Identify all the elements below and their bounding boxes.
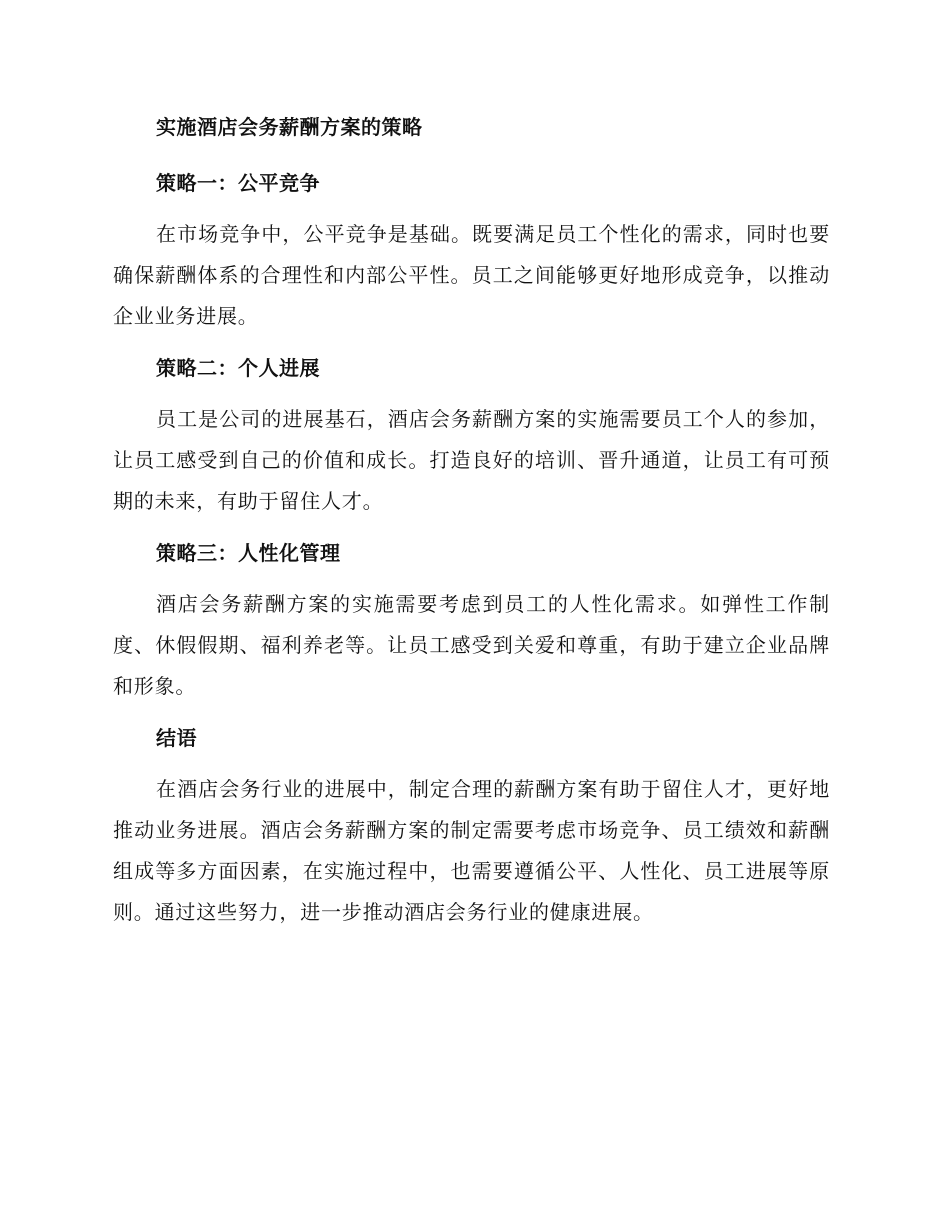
document-title: 实施酒店会务薪酬方案的策略: [156, 115, 423, 139]
section-heading-strategy-3: 策略三：人性化管理: [156, 541, 341, 565]
section-body-strategy-3: 酒店会务薪酬方案的实施需要考虑到员工的人性化需求。如弹性工作制度、休假假期、福利养老等。让员工感受到关爱和尊重，有助于建立企业品牌和形象。: [113, 592, 830, 698]
section-body-conclusion: 在酒店会务行业的进展中，制定合理的薪酬方案有助于留住人才，更好地推动业务进展。酒店会务薪酬方案的制定需要考虑市场竞争、员工绩效和薪酬组成等多方面因素，在实施过程中，也需要遵循公平、人性化、员工进展等原则。通过这些努力，进一步推动酒店会务行业的健康进展。: [113, 777, 830, 924]
section-heading-strategy-1: 策略一：公平竞争: [156, 171, 320, 195]
section-heading-conclusion: 结语: [156, 726, 197, 750]
section-heading-strategy-2: 策略二：个人进展: [156, 356, 320, 380]
section-body-strategy-1: 在市场竞争中，公平竞争是基础。既要满足员工个性化的需求，同时也要确保薪酬体系的合理性和内部公平性。员工之间能够更好地形成竞争，以推动企业业务进展。: [113, 222, 830, 328]
document-content: [113, 110, 830, 933]
section-body-strategy-2: 员工是公司的进展基石，酒店会务薪酬方案的实施需要员工个人的参加，让员工感受到自己的价值和成长。打造良好的培训、晋升通道，让员工有可预期的未来，有助于留住人才。: [113, 407, 830, 513]
